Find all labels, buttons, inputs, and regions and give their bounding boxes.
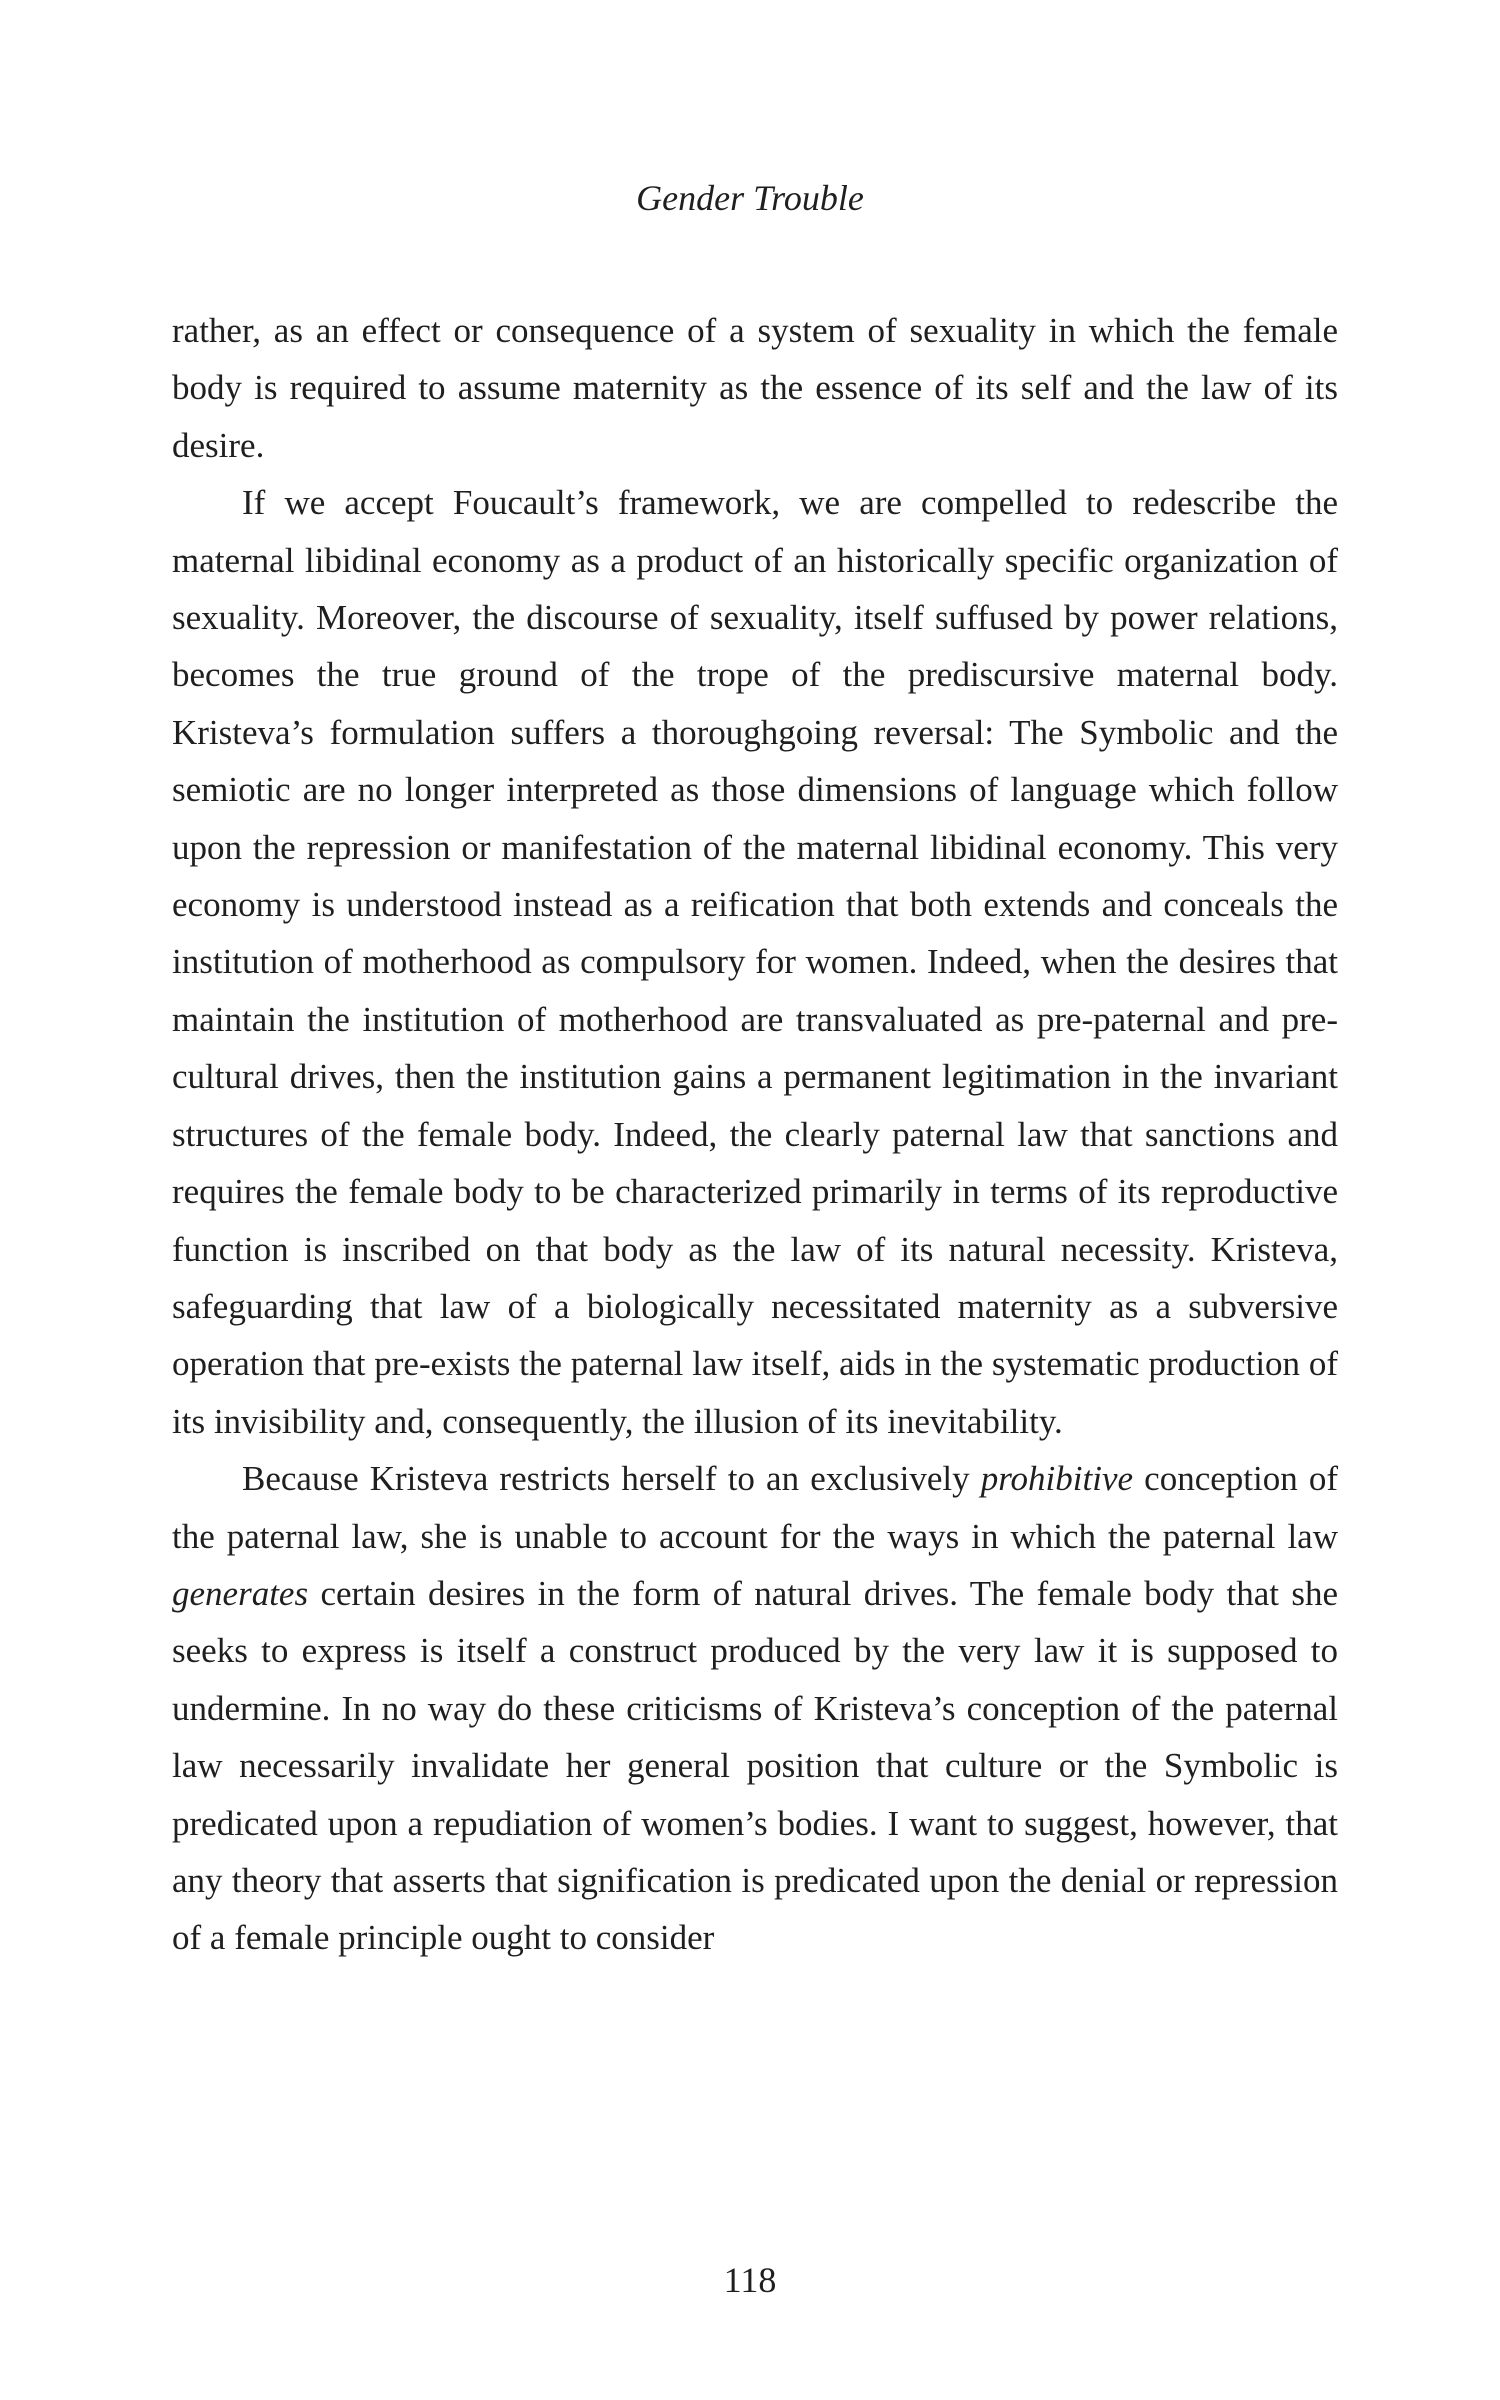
paragraph-3-text-b: conception of the paternal law, she is unable to account for the ways in which the paternal law <box>172 1459 1338 1556</box>
paragraph-3-text-a: Because Kristeva restricts herself to an exclusively <box>242 1459 981 1499</box>
running-head-title: Gender Trouble <box>636 178 864 218</box>
paragraph-2-text: If we accept Foucault’s framework, we are compelled to redescribe the maternal libidinal economy as a product of an historically specific organization of sexuality. Moreover, the discourse of sexuality, itself suffused by power relations, becomes the true ground of the trope of the prediscursive maternal body. Kristeva’s formulation suffers a thoroughgoing reversal: The Symbolic and the semiotic are no longer interpreted as those dimensions of language which follow upon the repression or manifestation of the maternal libidinal economy. This very economy is understood instead as a reification that both extends and conceals the institution of motherhood as compulsory for women. Indeed, when the desires that maintain the institution of motherhood are transvaluated as pre-paternal and pre-cultural drives, then the institution gains a permanent legitimation in the invariant structures of the female body. Indeed, the clearly paternal law that sanctions and requires the female body to be characterized primarily in terms of its reproductive function is inscribed on that body as the law of its natural necessity. Kristeva, safeguarding that law of a biologically necessitated maternity as a subversive operation that pre-exists the paternal law itself, aids in the systematic production of its invisibility and, consequently, the illusion of its inevitability. <box>172 483 1338 1441</box>
body-text <box>172 302 1338 1967</box>
paragraph-3-text-c: certain desires in the form of natural drives. The female body that she seeks to express is itself a construct produced by the very law it is supposed to undermine. In no way do these criticisms of Kristeva’s conception of the paternal law necessarily invalidate her general position that culture or the Symbolic is predicated upon a repudiation of women’s bodies. I want to suggest, however, that any theory that asserts that signification is predicated upon the denial or repression of a female principle ought to consider <box>172 1573 1338 1958</box>
paragraph-2 <box>172 474 1338 1450</box>
paragraph-3 <box>172 1450 1338 1967</box>
page-number: 118 <box>723 2260 777 2300</box>
paragraph-1-text: rather, as an effect or consequence of a system of sexuality in which the female body is required to assume maternity as the essence of its self and the law of its desire. <box>172 311 1338 465</box>
paragraph-1 <box>172 302 1338 474</box>
paragraph-3-italic-generates: generates <box>172 1573 309 1613</box>
paragraph-3-italic-prohibitive: prohibitive <box>980 1459 1134 1499</box>
